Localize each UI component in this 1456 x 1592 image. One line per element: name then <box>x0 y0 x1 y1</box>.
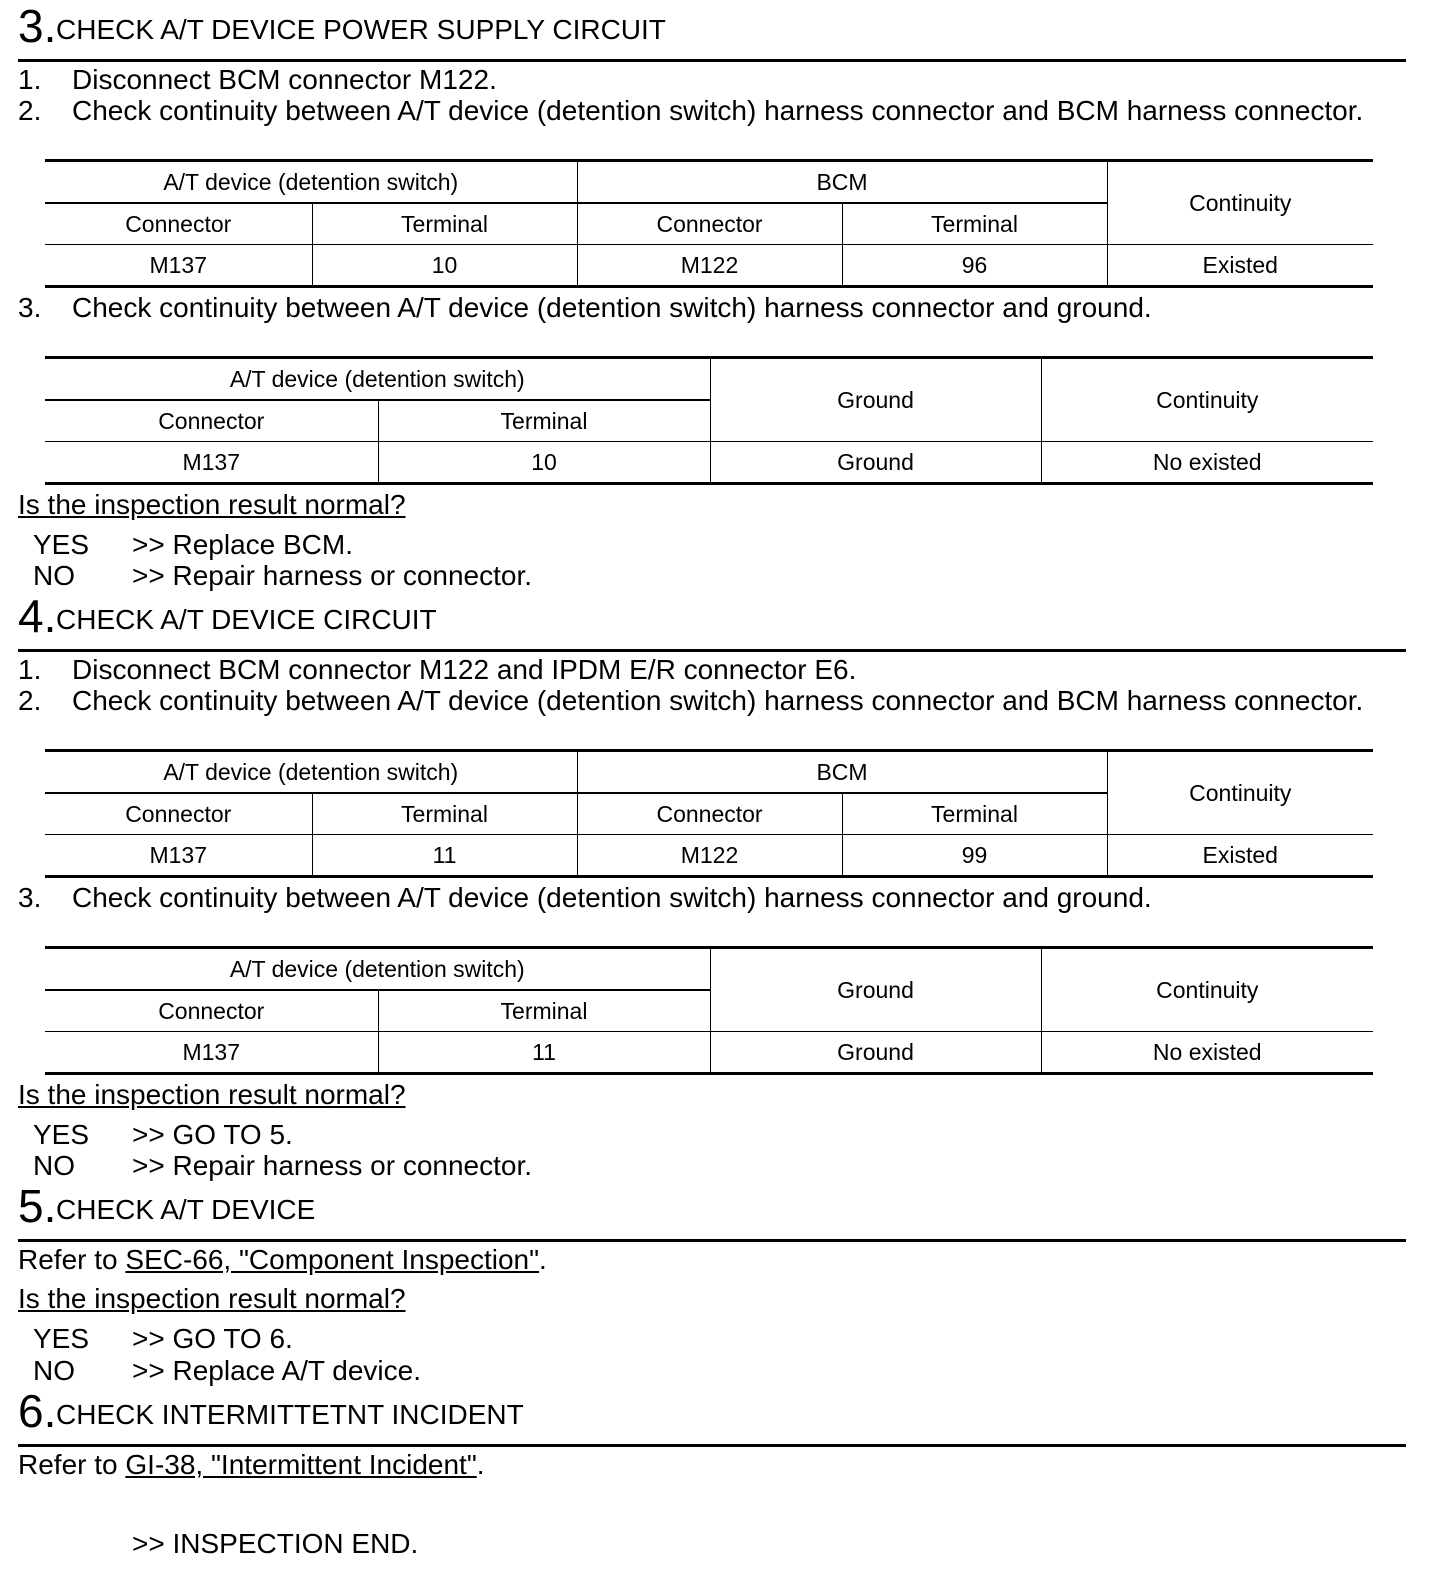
table-cell: M137 <box>45 245 312 287</box>
item-text: Check continuity between A/T device (detention switch) harness connector and BCM harness connector. <box>72 685 1364 716</box>
answer-no-label: NO <box>33 560 75 591</box>
instruction-item <box>0 685 1456 717</box>
reference-suffix: . <box>539 1244 547 1275</box>
inspection-question: Is the inspection result normal? <box>18 489 406 520</box>
table-cell: Ground <box>710 442 1041 484</box>
table-header-cell: Connector <box>577 793 842 835</box>
reference-link[interactable]: SEC-66, "Component Inspection" <box>125 1244 540 1275</box>
table-group-header: BCM <box>577 161 1107 204</box>
step-title: CHECK INTERMITTETNT INCIDENT <box>56 1399 524 1430</box>
step-title: CHECK A/T DEVICE POWER SUPPLY CIRCUIT <box>56 14 666 45</box>
table-header-cell: Connector <box>45 990 378 1032</box>
reference-line <box>18 1244 547 1276</box>
table-cell: M137 <box>45 442 378 484</box>
answer-no-action: >> Replace A/T device. <box>132 1355 421 1386</box>
table-group-header: BCM <box>577 751 1107 794</box>
instruction-item <box>0 292 1456 324</box>
answer-no-label: NO <box>33 1355 75 1386</box>
answer-yes-action: >> Replace BCM. <box>132 529 353 560</box>
item-number: 3. <box>18 882 42 913</box>
continuity-table-bcm <box>45 159 1373 288</box>
reference-link[interactable]: GI-38, "Intermittent Incident" <box>125 1449 477 1480</box>
table-cell: Existed <box>1107 835 1373 877</box>
answer-yes-action: >> GO TO 5. <box>132 1119 293 1150</box>
table-header-cell: Continuity <box>1041 948 1373 1032</box>
step-number: 5. <box>18 1180 57 1232</box>
continuity-table-ground <box>45 356 1373 485</box>
step-6-header <box>18 1385 1406 1447</box>
table-cell: Ground <box>710 1032 1041 1074</box>
table-header-cell: Ground <box>710 358 1041 442</box>
step-3-header <box>18 0 1406 62</box>
item-number: 1. <box>18 64 42 95</box>
instruction-item <box>0 64 1456 96</box>
step-number: 3. <box>18 0 57 52</box>
step-number: 6. <box>18 1385 57 1437</box>
item-number: 2. <box>18 95 42 126</box>
answer-yes-label: YES <box>33 1323 90 1354</box>
table-row <box>45 442 1373 484</box>
item-text: Check continuity between A/T device (detention switch) harness connector and ground. <box>72 292 1152 323</box>
table-header-cell: Continuity <box>1107 751 1373 835</box>
table-group-header: A/T device (detention switch) <box>45 161 577 204</box>
inspection-question: Is the inspection result normal? <box>18 1079 406 1110</box>
table-cell: Existed <box>1107 245 1373 287</box>
answer-no-label: NO <box>33 1150 75 1181</box>
table-cell: M137 <box>45 1032 378 1074</box>
item-text: Check continuity between A/T device (detention switch) harness connector and ground. <box>72 882 1152 913</box>
instruction-item <box>0 95 1456 127</box>
step-4-header <box>18 590 1406 652</box>
table-cell: 11 <box>312 835 577 877</box>
answer-yes-label: YES <box>33 529 90 560</box>
table-header-cell: Terminal <box>378 400 710 442</box>
table-cell: M122 <box>577 835 842 877</box>
table-cell: 10 <box>378 442 710 484</box>
table-row <box>45 1032 1373 1074</box>
table-cell: No existed <box>1041 1032 1373 1074</box>
step-title: CHECK A/T DEVICE <box>56 1194 316 1225</box>
answer-yes-action: >> GO TO 6. <box>132 1323 293 1354</box>
table-header-cell: Terminal <box>312 793 577 835</box>
table-header-cell: Continuity <box>1107 161 1373 245</box>
table-cell: M137 <box>45 835 312 877</box>
table-header-cell: Terminal <box>312 203 577 245</box>
table-cell: 96 <box>842 245 1107 287</box>
item-number: 2. <box>18 685 42 716</box>
table-header-cell: Terminal <box>378 990 710 1032</box>
continuity-table-ground <box>45 946 1373 1075</box>
step-title: CHECK A/T DEVICE CIRCUIT <box>56 604 437 635</box>
inspection-question: Is the inspection result normal? <box>18 1283 406 1314</box>
item-text: Disconnect BCM connector M122 and IPDM E/R connector E6. <box>72 654 857 685</box>
table-header-cell: Connector <box>45 793 312 835</box>
table-cell: 99 <box>842 835 1107 877</box>
table-header-cell: Connector <box>45 203 312 245</box>
reference-line <box>18 1449 485 1481</box>
answer-no-action: >> Repair harness or connector. <box>132 1150 533 1181</box>
reference-suffix: . <box>476 1449 485 1480</box>
reference-prefix: Refer to <box>18 1449 126 1480</box>
table-group-header: A/T device (detention switch) <box>45 751 577 794</box>
table-header-cell: Continuity <box>1041 358 1373 442</box>
table-row <box>45 245 1373 287</box>
table-header-cell: Connector <box>45 400 378 442</box>
answer-yes-label: YES <box>33 1119 90 1150</box>
table-header-cell: Terminal <box>842 203 1107 245</box>
table-header-cell: Connector <box>577 203 842 245</box>
table-cell: M122 <box>577 245 842 287</box>
table-cell: 10 <box>312 245 577 287</box>
table-cell: 11 <box>378 1032 710 1074</box>
item-text: Check continuity between A/T device (detention switch) harness connector and BCM harness connector. <box>72 95 1364 126</box>
step-number: 4. <box>18 590 57 642</box>
reference-prefix: Refer to <box>18 1244 126 1275</box>
table-cell: No existed <box>1041 442 1373 484</box>
table-row <box>45 835 1373 877</box>
instruction-item <box>0 882 1456 914</box>
item-number: 1. <box>18 654 42 685</box>
answer-no-action: >> Repair harness or connector. <box>132 560 533 591</box>
instruction-item <box>0 654 1456 686</box>
table-group-header: A/T device (detention switch) <box>45 948 710 991</box>
table-header-cell: Ground <box>710 948 1041 1032</box>
table-group-header: A/T device (detention switch) <box>45 358 710 401</box>
item-number: 3. <box>18 292 42 323</box>
table-header-cell: Terminal <box>842 793 1107 835</box>
item-text: Disconnect BCM connector M122. <box>72 64 497 95</box>
continuity-table-bcm <box>45 749 1373 878</box>
step-5-header <box>18 1180 1406 1242</box>
inspection-end: >> INSPECTION END. <box>132 1528 419 1559</box>
